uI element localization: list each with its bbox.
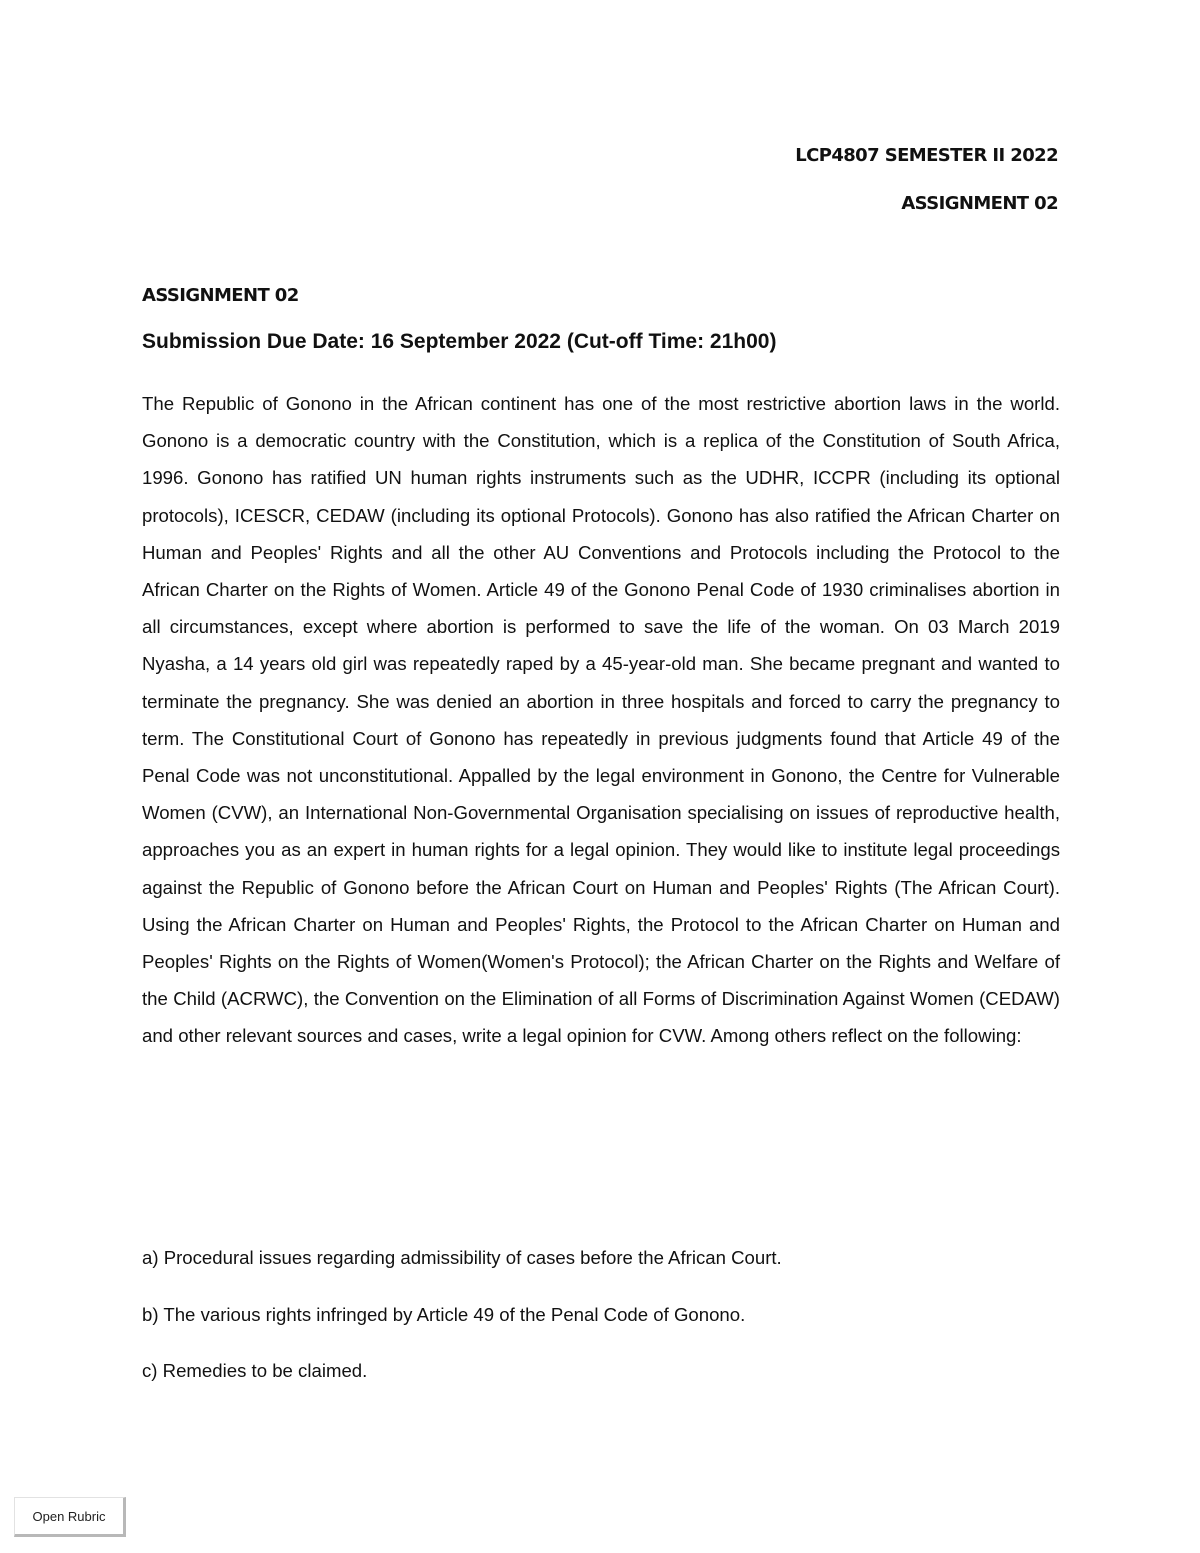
section-title: ASSIGNMENT 02 — [142, 285, 299, 306]
question-item-a: a) Procedural issues regarding admissibility of cases before the African Court. — [142, 1247, 782, 1268]
open-rubric-button[interactable]: Open Rubric — [14, 1497, 126, 1537]
assignment-header: ASSIGNMENT 02 — [901, 193, 1058, 214]
question-item-b: b) The various rights infringed by Article 49 of the Penal Code of Gonono. — [142, 1304, 746, 1325]
assignment-paragraph: The Republic of Gonono in the African continent has one of the most restrictive abortion laws in the world. Gonono is a democratic country with the Constitution, which is a replica of the Constitution of South Africa, 1996. Gonono has ratified UN human rights instruments such as the UDHR, ICCPR (including its optional protocols), ICESCR, CEDAW (including its optional Protocols). Gonono has also ratified the African Charter on Human and Peoples' Rights and all the other AU Conventions and Protocols including the Protocol to the African Charter on the Rights of Women. Article 49 of the Gonono Penal Code of 1930 criminalises abortion in all circumstances, except where abortion is performed to save the life of the woman. On 03 March 2019 Nyasha, a 14 years old girl was repeatedly raped by a 45-year-old man. She became pregnant and wanted to terminate the pregnancy. She was denied an abortion in three hospitals and forced to carry the pregnancy to term. The Constitutional Court of Gonono has repeatedly in previous judgments found that Article 49 of the Penal Code was not unconstitutional. Appalled by the legal environment in Gonono, the Centre for Vulnerable Women (CVW), an International Non-Governmental Organisation specialising on issues of reproductive health, approaches you as an expert in human rights for a legal opinion. They would like to institute legal proceedings against the Republic of Gonono before the African Court on Human and Peoples' Rights (The African Court). Using the African Charter on Human and Peoples' Rights, the Protocol to the African Charter on Human and Peoples' Rights on the Rights of Women(Women's Protocol); the African Charter on the Rights and Welfare of the Child (ACRWC), the Convention on the Elimination of all Forms of Discrimination Against Women (CEDAW) and other relevant sources and cases, write a legal opinion for CVW. Among others reflect on the following: — [142, 393, 1060, 1047]
due-date: Submission Due Date: 16 September 2022 (Cut-off Time: 21h00) — [142, 330, 777, 353]
course-header: LCP4807 SEMESTER II 2022 — [795, 145, 1058, 166]
question-item-c: c) Remedies to be claimed. — [142, 1360, 368, 1381]
